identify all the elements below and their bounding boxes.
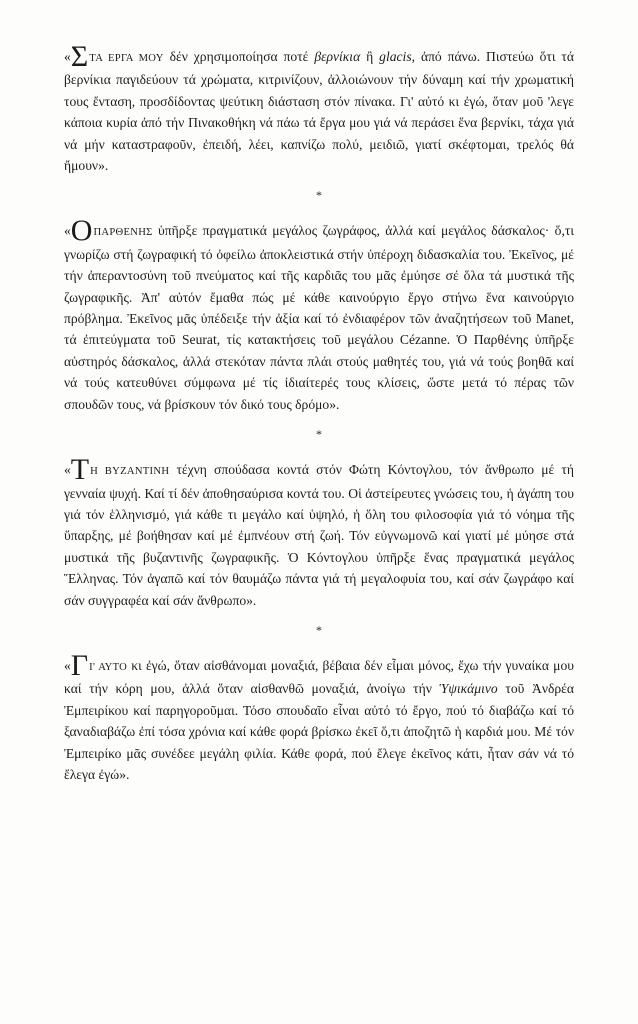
lead-smallcaps: ΤΑ ΕΡΓΑ ΜΟΥ (89, 53, 164, 64)
open-quote: « (64, 49, 71, 64)
text-run: ἢ (360, 49, 380, 64)
drop-capital: Ο (70, 214, 93, 248)
italic-run: glacis (379, 49, 412, 64)
text-run: ὑπῆρξε πραγματικά μεγάλος ζωγράφος, ἀλλά καί μεγάλος δάσκαλος· ὅ,τι γνωρίζω στή ζωγραφική τό ὀφείλω ἀποκλειστικά στήν ὑπέροχη διδασκαλία του. Ἐκεῖνος, μέ τήν ἀπεραντοσύνη τοῦ πνεύματος καί τῆς καρδιᾶς του μᾶς ἐμύησε σέ ὅλα τά μυστικά τῆς ζωγραφικῆς. Ἀπ' αὐτόν ἔμαθα πώς μέ κάθε καινούργιο ἔργο στήνω ἕνα καινούργιο πρόβλημα. Ἐκεῖνος μᾶς ὑπέδειξε τήν ἀξία καί τό ἐνδιαφέρον τῶν ἀναζητήσεων τοῦ Manet, τά ἐπιτεύγματα τοῦ Seurat, τίς κατακτήσεις τοῦ μεγάλου Cézanne. Ὁ Παρθένης ὑπῆρξε αὐστηρός δάσκαλος, ἀλλά στεκόταν πάντα πλάι στούς μαθητές του, γιά νά τούς βοηθᾶ καί νά τούς κατευθύνει σύμφωνα μέ τίς ἰδιαίτερές τους κλίσεις, ὥστε μετά τό πέρας τῶν σπουδῶν τους, νά βρίσκουν τόν δικό τους δρόμο». (64, 223, 574, 412)
drop-capital: Τ (70, 453, 90, 487)
paragraph-1 (64, 40, 575, 176)
lead-smallcaps: ΠΑΡΘΕΝΗΣ (93, 227, 153, 239)
text-run: δέν χρησιμοποίησα ποτέ (163, 49, 315, 64)
open-quote: « (64, 657, 71, 673)
italic-run: βερνίκια (314, 49, 361, 64)
italic-run: Ὑψικάμινο (439, 681, 498, 697)
drop-capital: Σ (70, 40, 89, 73)
text-run: , ἀπό πάνω. Πιστεύω ὅτι τά βερνίκια παγιδεύουν τά χρώματα, κιτρινίζουν, ἀλλοιώνουν τήν δύναμη καί τήν χρωματική τους ἔνταση, προσδίδοντας ψεύτικη διάσταση στόν πίνακα. Γι' αὐτό κι ἐγώ, ὅταν μοῦ 'λεγε κάποια κυρία ἀπό τήν Πινακοθήκη νά πάω τά ἔργα μου γιά νά περάσει ἕνα βερνίκι, τάχα γιά νά μήν καταστραφοῦν, ἐπειδή, λέει, καπνίζω πολύ, μειδιῶ, γιατί σκέφτομαι, τρελός θά ἤμουν». (64, 49, 575, 174)
paragraph-3 (64, 453, 574, 611)
lead-smallcaps: Ι' ΑΥΤΟ (89, 661, 128, 673)
text-run: κι ἐγώ, ὅταν αἰσθάνομαι μοναξιά, βέβαια δέν εἶμαι μόνος, ἔχω τήν γυναίκα μου καί τήν κόρη μου, ἀλλά ὅταν αἰσθανθῶ μοναξιά, ἀνοίγω τήν (64, 657, 574, 697)
section-separator: * (316, 188, 322, 203)
text-run: τοῦ Ἀνδρέα Ἐμπειρίκου καί παρηγοροῦμαι. Τόσο σπουδαῖο εἶναι αὐτό τό ἔργο, πού τό διαβάζω καί τό ξαναδιαβάζω ἐπί τόσα χρόνια καί κάθε φορά βρίσκω ἐκεῖ ὅ,τι ἀποζητῶ ἡ καρδιά μου. Μέ τόν Ἐμπειρίκο μᾶς συνέδεε μεγάλη φιλία. Κάθε φορά, πού ἔλεγε ἐκεῖνος κάτι, ἦταν σάν νά τό ἔλεγα ἐγώ». (64, 681, 574, 782)
open-quote: « (64, 223, 71, 239)
text-run: τέχνη σπούδασα κοντά στόν Φώτη Κόντογλου, τόν ἄνθρωπο μέ τή γενναία ψυχή. Καί τί δέν ἀποθησαύρισα κοντά του. Οἱ ἀστείρευτες γνώσεις του, ἡ ἀγάπη του γιά τόν ἑλληνισμό, γιά κάθε τι μεγάλο καί ὑψηλό, ἡ ὅλη του φιλοσοφία γιά τό νόημα τῆς ὕπαρξης, μέ βοήθησαν καί μέ ἐμπνέουν στή ζωή. Τόν εὐγνωμονῶ καί γιατί μέ μύησε στά μυστικά τῆς βυζαντινῆς ζωγραφικῆς. Ὁ Κόντογλου ὑπῆρξε ἕνας πραγματικά μεγάλος Ἕλληνας. Τόν ἀγαπῶ καί τόν θαυμάζω πάντα γιά τή μεγαλοφυία του, καί σάν ζωγράφο καί σάν συγγραφέα καί σάν ἄνθρωπο». (64, 462, 574, 608)
paragraph-4 (64, 648, 574, 785)
section-separator: * (316, 427, 322, 442)
lead-smallcaps: Η ΒΥΖΑΝΤΙΝΗ (90, 466, 170, 478)
paragraph-2 (64, 214, 574, 415)
section-separator: * (316, 622, 322, 637)
open-quote: « (64, 462, 71, 478)
drop-capital: Γ (70, 648, 89, 682)
page-text (64, 40, 575, 785)
